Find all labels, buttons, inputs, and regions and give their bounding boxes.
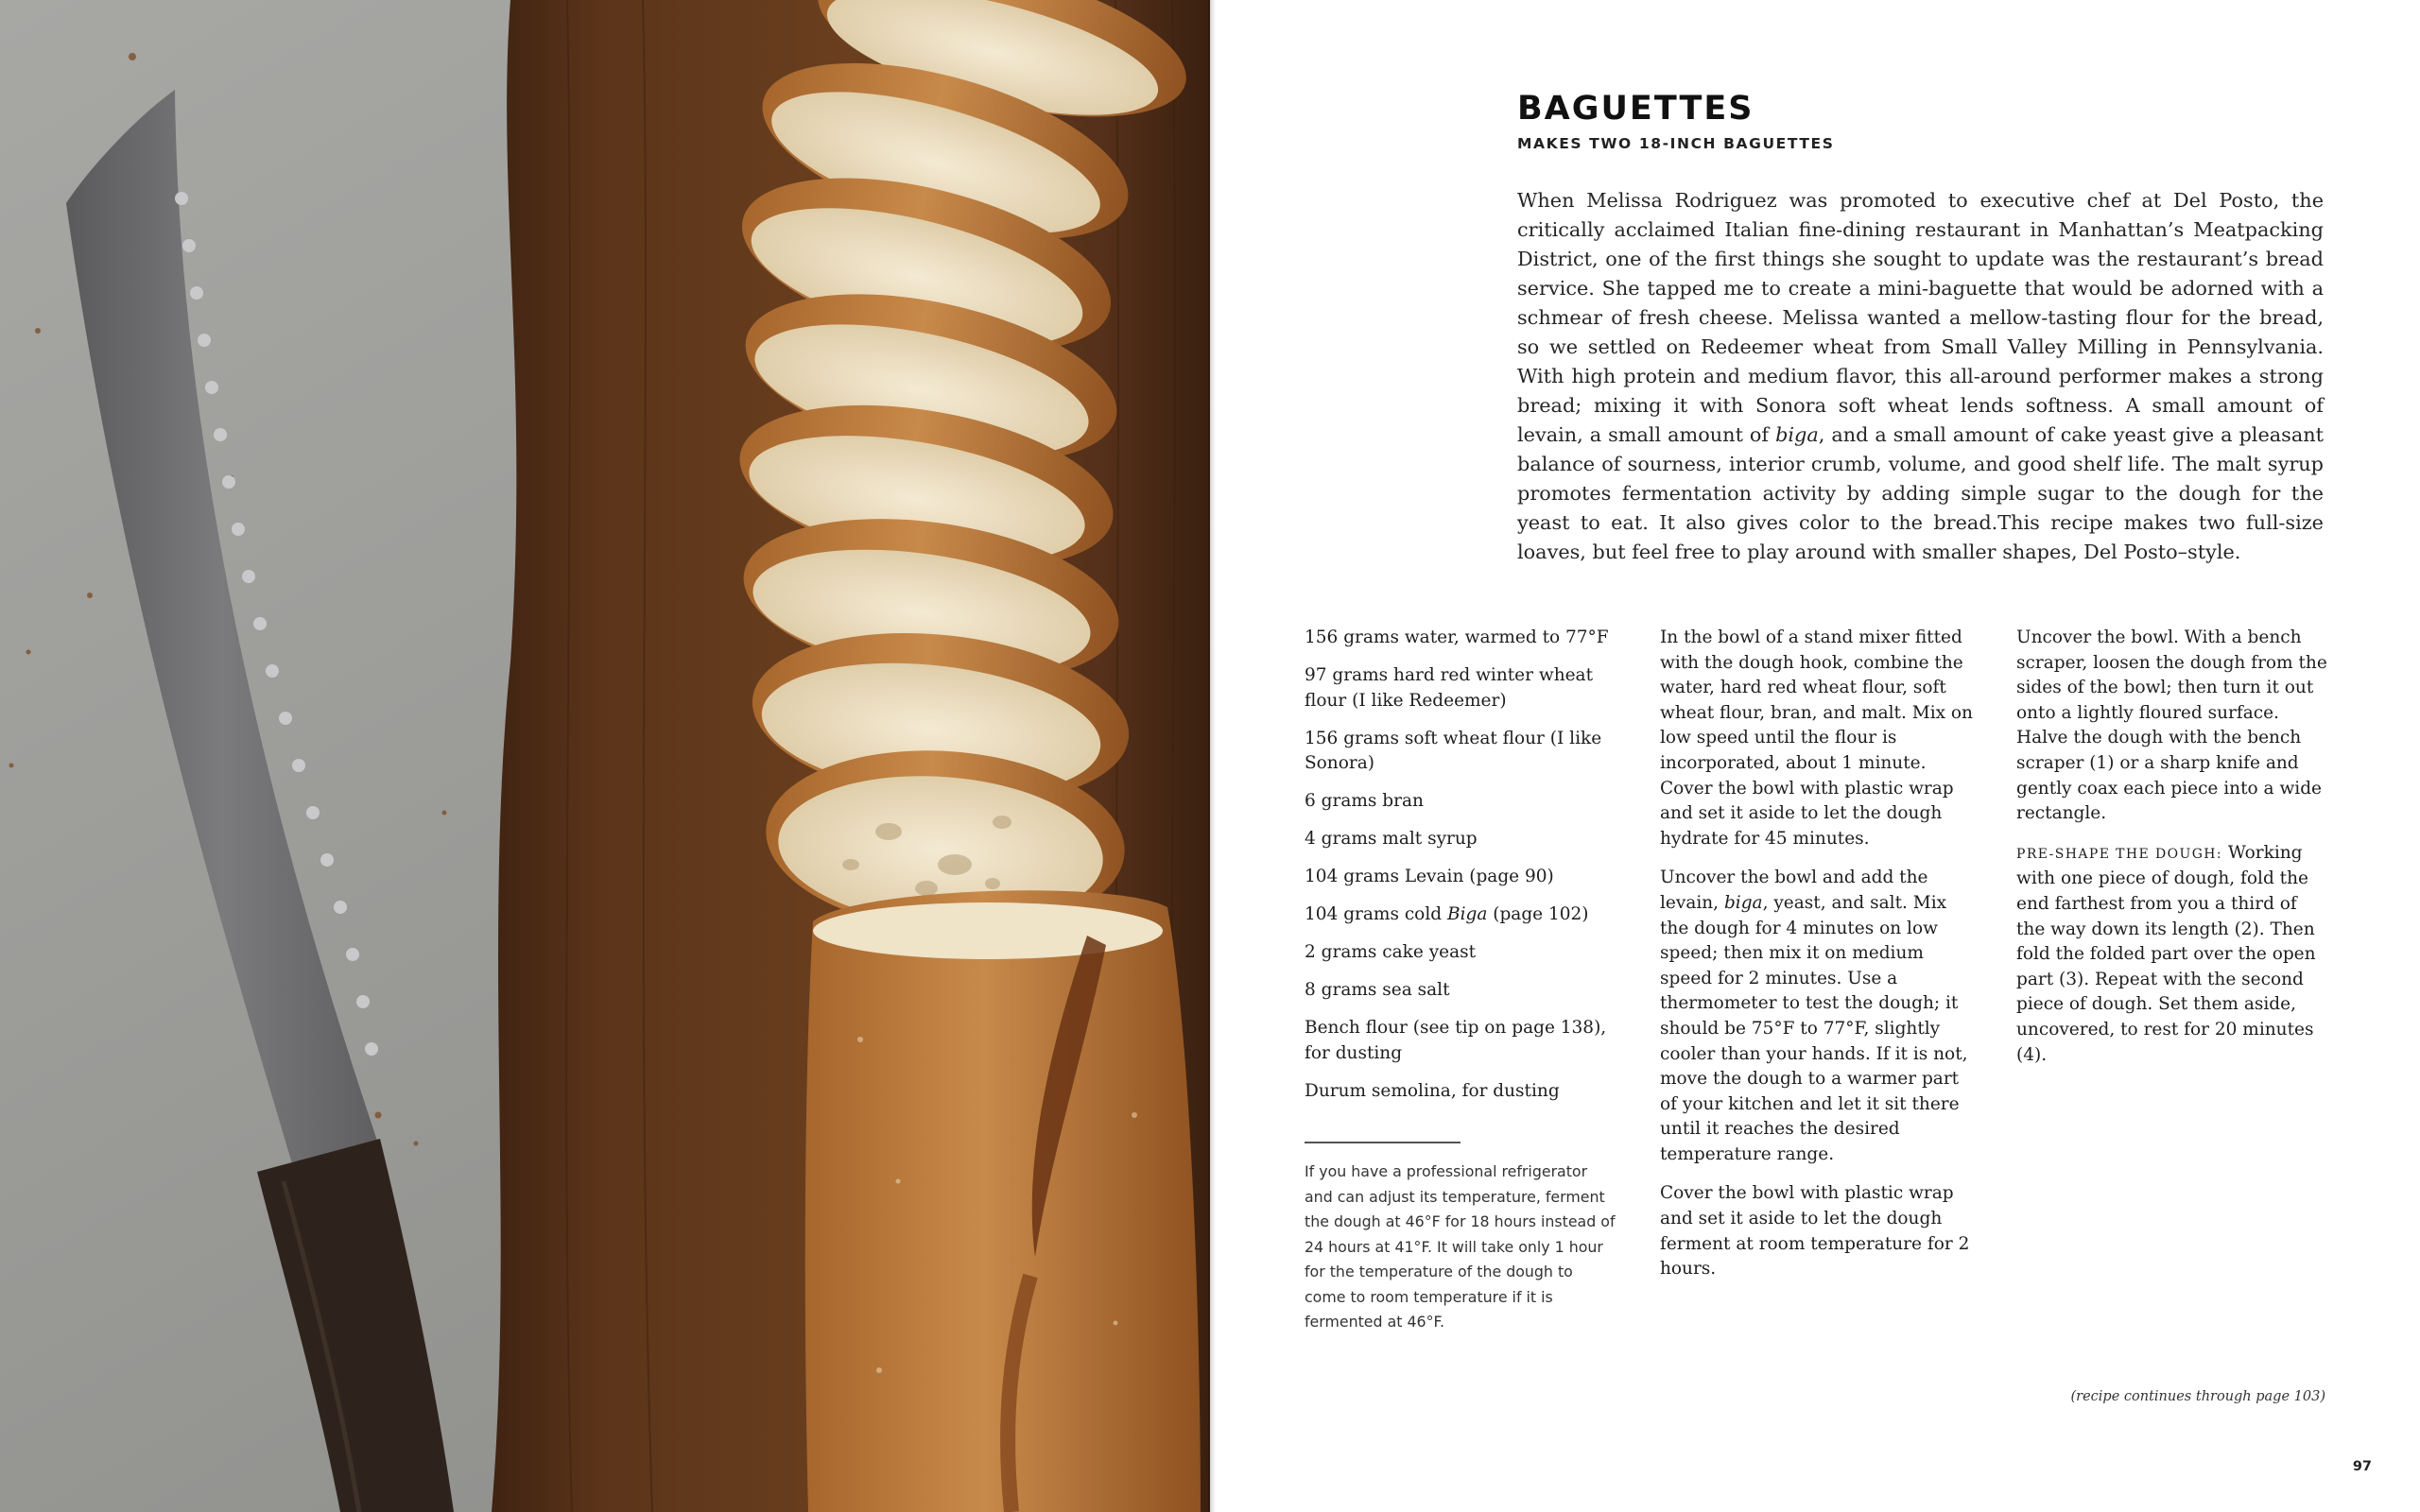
step-mix: In the bowl of a stand mixer fitted with the dough hook, combine the water, hard red wheat flour, soft wheat flour, bran, and malt. Mix on low speed until the flour is incorporated, about 1 minute. Cover the bowl with plastic wrap and set it aside to let the dough hydrate for 45 minutes. (1660, 627, 1973, 849)
page-number: 97 (2352, 1459, 2372, 1474)
ingredient-text: 104 grams cold (1305, 904, 1447, 924)
method-column-3 (2016, 626, 2330, 1082)
ingredient-item: 156 grams water, warmed to 77°F (1305, 627, 1609, 647)
step-add (1660, 866, 1974, 1167)
step-divide: Uncover the bowl. With a bench scraper, loosen the dough from the sides of the bowl; then turn it out onto a lightly floured surface. Halve the dough with the bench scraper (1) or a sharp knife and gently coax each piece into a wide rectangle. (2016, 627, 2327, 824)
ingredient-list (1305, 626, 1616, 1117)
headnote-text-2: , and a small amount of cake yeast give a pleasant balance of sourness, interior crumb, volume, and good shelf life. The malt syrup promotes fermentation activity by adding simple sugar to the dough for the yeast to eat. It also gives color to the bread.This recipe makes two full-size loaves, but feel free to play around with smaller shapes, Del Posto–style. (1517, 423, 2324, 563)
headnote-biga: biga (1775, 423, 1819, 446)
tip-divider (1305, 1142, 1461, 1143)
recipe-headnote (1517, 186, 2324, 567)
step-text: Uncover the bowl and add the levain, (1660, 868, 1928, 913)
ingredient-item: 104 grams Levain (page 90) (1305, 867, 1554, 886)
ingredient-item: Durum semolina, for dusting (1305, 1080, 1560, 1101)
ingredient-item: 6 grams bran (1305, 791, 1424, 811)
step-text: Working with one piece of dough, fold the end farthest from you a third of the way down its length (2). Then fold the folded part over the open part (3). Repeat with the second piece of dough. Set them aside, uncovered, to rest for 20 minutes (4). (2016, 842, 2316, 1065)
preshape-label: PRE-SHAPE THE DOUGH: (2016, 846, 2222, 862)
ingredient-biga: Biga (1446, 904, 1488, 924)
step-text: , yeast, and salt. Mix the dough for 4 minutes on low speed; then mix it on medium speed for 2 minutes. Use a thermometer to test the dough; it should be 75°F to 77°F, slightly cooler than your hands. If it is not, move the dough to a warmer part of your kitchen and let it sit there until it reaches the desired temperature range. (1660, 892, 1968, 1164)
recipe-tip: If you have a professional refrigerator and can adjust its temperature, ferment the dough at 46°F for 18 hours instead of 24 hours at 41°F. It will take only 1 hour for the temperature of the dough to come to room temperature if it is fermented at 46°F. (1305, 1162, 1616, 1331)
book-spine-shadow (1208, 0, 1216, 1512)
ingredient-item: 4 grams malt syrup (1305, 829, 1478, 849)
recipe-yield: MAKES TWO 18-INCH BAGUETTES (1517, 135, 1835, 152)
bread-knife (66, 90, 454, 1512)
ingredient-item (1305, 902, 1616, 928)
step-biga: biga (1723, 892, 1763, 913)
baguette-loaf (805, 890, 1201, 1512)
ingredient-text: (page 102) (1487, 904, 1589, 924)
step-preshape (2016, 841, 2330, 1068)
recipe-title: BAGUETTES (1517, 90, 1754, 128)
ingredient-item: 2 grams cake yeast (1305, 942, 1477, 962)
ingredient-item: 156 grams soft wheat flour (I like Sonora) (1305, 728, 1602, 773)
recipe-continues-note: (recipe continues through page 103) (2070, 1389, 2325, 1404)
ingredient-item: 8 grams sea salt (1305, 980, 1450, 1000)
headnote-text-1: When Melissa Rodriguez was promoted to executive chef at Del Posto, the critically acclaimed Italian fine-dining restaurant in Manhattan’s Meatpacking District, one of the first things she sought to update was the restaurant’s bread service. She tapped me to create a mini-baguette that would be adorned with a schmear of fresh cheese. Melissa wanted a mellow-tasting flour for the bread, so we settled on Redeemer wheat from Small Valley Milling in Pennsylvania. With high protein and medium flavor, this all-around performer makes a strong bread; mixing it with Sonora soft wheat lends softness. A small amount of levain, a small amount of (1517, 189, 2324, 446)
method-column-2 (1660, 626, 1974, 1297)
step-ferment: Cover the bowl with plastic wrap and set it aside to let the dough ferment at room temperature for 2 hours. (1660, 1183, 1970, 1280)
ingredient-item: Bench flour (see tip on page 138), for dusting (1305, 1018, 1607, 1063)
ingredient-item: 97 grams hard red winter wheat flour (I like Redeemer) (1305, 665, 1594, 711)
